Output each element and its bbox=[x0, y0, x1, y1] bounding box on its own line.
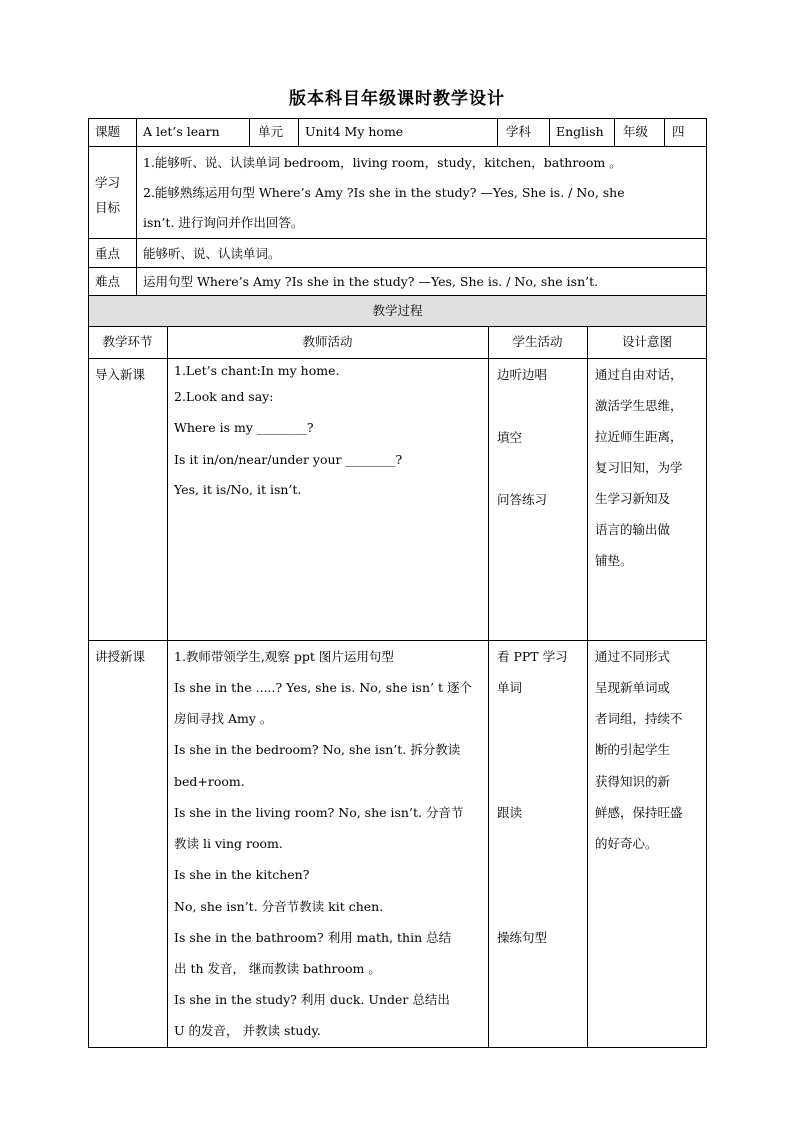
column-header-intent: 设计意图 bbox=[621, 334, 672, 349]
objectives-label: 目标 bbox=[95, 200, 121, 215]
row-divider bbox=[88, 640, 707, 641]
student-activity-line: 单词 bbox=[497, 680, 523, 695]
teacher-activity-line: Is she in the bedroom? No, she isn’t. 拆分教读 bbox=[174, 742, 461, 757]
student-activity-line: 问答练习 bbox=[497, 492, 548, 507]
teacher-activity-line: 2.Look and say: bbox=[174, 389, 274, 404]
stage-label: 导入新课 bbox=[95, 367, 146, 382]
design-intent-line: 激活学生思维， bbox=[595, 398, 683, 413]
teacher-activity-line: No, she isn’t. 分音节教读 kit chen. bbox=[174, 899, 384, 914]
teacher-activity-line: Yes, it is/No, it isn’t. bbox=[174, 482, 302, 497]
design-intent-line: 语言的输出做 bbox=[595, 522, 671, 537]
col-divider bbox=[664, 118, 665, 146]
design-intent-line: 铺垫。 bbox=[595, 553, 633, 568]
teacher-activity-line: 教读 li ving room. bbox=[174, 836, 283, 851]
design-intent-line: 生学习新知及 bbox=[595, 491, 671, 506]
teacher-activity-line: bed+room. bbox=[174, 774, 245, 789]
design-intent-line: 复习旧知，为学 bbox=[595, 460, 683, 475]
subject-value: English bbox=[556, 124, 604, 139]
col-divider bbox=[136, 118, 137, 295]
row-divider bbox=[88, 267, 707, 268]
teacher-activity-line: U 的发音， 并教读 study. bbox=[174, 1023, 321, 1038]
student-activity-line: 跟读 bbox=[497, 805, 523, 820]
design-intent-line: 鲜感，保持旺盛 bbox=[595, 805, 683, 820]
grade-label: 年级 bbox=[623, 124, 649, 139]
grade-value: 四 bbox=[672, 124, 685, 139]
key-point-value: 能够听、说、认读单词。 bbox=[143, 246, 281, 261]
student-activity-line: 操练句型 bbox=[497, 930, 548, 945]
process-header: 教学过程 bbox=[372, 303, 423, 318]
design-intent-line: 呈现新单词或 bbox=[595, 680, 671, 695]
col-divider bbox=[167, 326, 168, 1048]
row-divider bbox=[88, 326, 707, 327]
row-divider bbox=[88, 146, 707, 147]
teacher-activity-line: 房间寻找 Amy 。 bbox=[174, 711, 273, 726]
col-divider bbox=[488, 326, 489, 1048]
student-activity-line: 看 PPT 学习 bbox=[497, 649, 568, 664]
col-divider bbox=[249, 118, 250, 146]
row-divider bbox=[88, 238, 707, 239]
teacher-activity-line: Is she in the bathroom? 利用 math, thin 总结 bbox=[174, 930, 452, 945]
column-header-student: 学生活动 bbox=[512, 334, 563, 349]
stage-label: 讲授新课 bbox=[95, 649, 146, 664]
design-intent-line: 通过自由对话， bbox=[595, 367, 683, 382]
topic-value: A let’s learn bbox=[143, 124, 220, 139]
design-intent-line: 获得知识的新 bbox=[595, 774, 671, 789]
unit-label: 单元 bbox=[258, 124, 284, 139]
column-header-teacher: 教师活动 bbox=[302, 334, 353, 349]
col-divider bbox=[549, 118, 550, 146]
teacher-activity-line: 出 th 发音， 继而教读 bathroom 。 bbox=[174, 961, 381, 976]
teacher-activity-line: Is she in the kitchen? bbox=[174, 867, 310, 882]
difficulty-value: 运用句型 Where’s Amy ?Is she in the study? —Yes, She is. / No, she isn’t. bbox=[143, 274, 599, 289]
col-divider bbox=[614, 118, 615, 146]
student-activity-line: 边听边唱 bbox=[497, 367, 548, 382]
objective-line: 1.能够听、说、认读单词 bedroom，living room，study，kitchen，bathroom 。 bbox=[143, 155, 622, 170]
objective-line: 2.能够熟练运用句型 Where’s Amy ?Is she in the study? —Yes, She is. / No, she bbox=[143, 185, 625, 200]
design-intent-line: 的好奇心。 bbox=[595, 836, 658, 851]
subject-label: 学科 bbox=[506, 124, 532, 139]
design-intent-line: 拉近师生距离， bbox=[595, 429, 683, 444]
key-point-label: 重点 bbox=[95, 246, 121, 261]
teacher-activity-line: Is she in the study? 利用 duck. Under 总结出 bbox=[174, 992, 450, 1007]
design-intent-line: 断的引起学生 bbox=[595, 742, 671, 757]
teacher-activity-line: Is she in the .....? Yes, she is. No, she isn’ t 逐个 bbox=[174, 680, 472, 695]
col-divider bbox=[587, 326, 588, 1048]
unit-value: Unit4 My home bbox=[305, 124, 404, 139]
objectives-label: 学习 bbox=[95, 175, 121, 190]
design-intent-line: 者词组，持续不 bbox=[595, 711, 683, 726]
col-divider bbox=[298, 118, 299, 146]
row-divider bbox=[88, 358, 707, 359]
teacher-activity-line: Is it in/on/near/under your ________? bbox=[174, 452, 403, 467]
page-title: 版本科目年级课时教学设计 bbox=[289, 89, 505, 109]
teacher-activity-line: 1.Let’s chant:In my home. bbox=[174, 363, 340, 378]
teacher-activity-line: 1.教师带领学生,观察 ppt 图片运用句型 bbox=[174, 649, 394, 664]
col-divider bbox=[497, 118, 498, 146]
student-activity-line: 填空 bbox=[497, 430, 523, 445]
teacher-activity-line: Is she in the living room? No, she isn’t. 分音节 bbox=[174, 805, 464, 820]
design-intent-line: 通过不同形式 bbox=[595, 649, 671, 664]
objective-line: isn’t. 进行询问并作出回答。 bbox=[143, 215, 304, 230]
topic-label: 课题 bbox=[95, 124, 121, 139]
difficulty-label: 难点 bbox=[95, 274, 121, 289]
column-header-stage: 教学环节 bbox=[102, 334, 153, 349]
teacher-activity-line: Where is my ________? bbox=[174, 420, 314, 435]
